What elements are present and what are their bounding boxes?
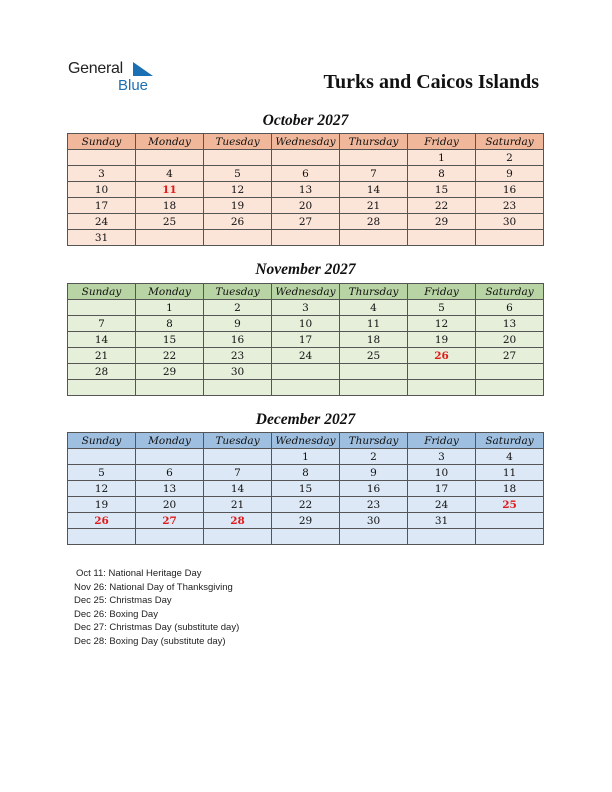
- weekday-header: Wednesday: [272, 134, 340, 150]
- day-cell: 16: [204, 332, 272, 348]
- day-cell: 14: [340, 182, 408, 198]
- weekday-header: Friday: [408, 134, 476, 150]
- day-cell: 1: [272, 449, 340, 465]
- empty-day-cell: [340, 529, 408, 545]
- day-cell: 27: [476, 348, 544, 364]
- day-cell: 13: [136, 481, 204, 497]
- day-cell: 25: [136, 214, 204, 230]
- day-cell: 19: [204, 198, 272, 214]
- day-cell: 26: [68, 513, 136, 529]
- day-cell: 13: [272, 182, 340, 198]
- empty-day-cell: [340, 380, 408, 396]
- day-cell: 23: [340, 497, 408, 513]
- day-cell: 20: [476, 332, 544, 348]
- week-row: [68, 300, 544, 316]
- month-title-november: November 2027: [255, 261, 356, 278]
- empty-day-cell: [476, 230, 544, 246]
- weekday-header: Sunday: [68, 134, 136, 150]
- day-cell: 31: [408, 513, 476, 529]
- day-cell: 7: [204, 465, 272, 481]
- empty-day-cell: [204, 529, 272, 545]
- day-cell: 12: [68, 481, 136, 497]
- weekday-header: Tuesday: [204, 433, 272, 449]
- empty-day-cell: [136, 529, 204, 545]
- week-row: [68, 166, 544, 182]
- day-cell: 10: [408, 465, 476, 481]
- day-cell: 3: [408, 449, 476, 465]
- day-cell: 15: [272, 481, 340, 497]
- holiday-note: Dec 25: Christmas Day: [74, 595, 172, 607]
- day-cell: 25: [476, 497, 544, 513]
- empty-day-cell: [68, 449, 136, 465]
- empty-day-cell: [136, 380, 204, 396]
- week-row: [68, 348, 544, 364]
- day-cell: 2: [340, 449, 408, 465]
- weekday-header-row: [68, 433, 544, 449]
- day-cell: 20: [272, 198, 340, 214]
- empty-day-cell: [272, 380, 340, 396]
- day-cell: 15: [408, 182, 476, 198]
- day-cell: 12: [408, 316, 476, 332]
- logo-text-general: General: [68, 60, 123, 77]
- day-cell: 24: [272, 348, 340, 364]
- day-cell: 5: [408, 300, 476, 316]
- week-row: [68, 529, 544, 545]
- day-cell: 23: [476, 198, 544, 214]
- weekday-header: Thursday: [340, 284, 408, 300]
- day-cell: 10: [272, 316, 340, 332]
- day-cell: 21: [340, 198, 408, 214]
- day-cell: 25: [340, 348, 408, 364]
- day-cell: 30: [204, 364, 272, 380]
- day-cell: 16: [340, 481, 408, 497]
- day-cell: 23: [204, 348, 272, 364]
- holiday-note: Dec 27: Christmas Day (substitute day): [74, 622, 240, 634]
- weekday-header: Friday: [408, 284, 476, 300]
- weekday-header: Sunday: [68, 433, 136, 449]
- day-cell: 16: [476, 182, 544, 198]
- logo: [68, 60, 168, 96]
- day-cell: 21: [204, 497, 272, 513]
- day-cell: 24: [408, 497, 476, 513]
- empty-day-cell: [136, 230, 204, 246]
- weekday-header-row: [68, 134, 544, 150]
- day-cell: 24: [68, 214, 136, 230]
- week-row: [68, 497, 544, 513]
- day-cell: 2: [204, 300, 272, 316]
- logo-text-blue: Blue: [118, 77, 149, 94]
- day-cell: 9: [476, 166, 544, 182]
- day-cell: 7: [68, 316, 136, 332]
- weekday-header: Tuesday: [204, 284, 272, 300]
- day-cell: 2: [476, 150, 544, 166]
- day-cell: 8: [136, 316, 204, 332]
- day-cell: 4: [136, 166, 204, 182]
- day-cell: 15: [136, 332, 204, 348]
- day-cell: 27: [272, 214, 340, 230]
- empty-day-cell: [136, 449, 204, 465]
- day-cell: 18: [476, 481, 544, 497]
- day-cell: 19: [68, 497, 136, 513]
- weekday-header: Wednesday: [272, 284, 340, 300]
- day-cell: 6: [136, 465, 204, 481]
- country-title: Turks and Caicos Islands: [323, 71, 539, 93]
- day-cell: 18: [136, 198, 204, 214]
- day-cell: 29: [408, 214, 476, 230]
- holiday-note: Nov 26: National Day of Thanksgiving: [74, 581, 233, 593]
- day-cell: 17: [408, 481, 476, 497]
- empty-day-cell: [272, 150, 340, 166]
- weekday-header: Sunday: [68, 284, 136, 300]
- day-cell: 29: [136, 364, 204, 380]
- week-row: [68, 364, 544, 380]
- day-cell: 10: [68, 182, 136, 198]
- empty-day-cell: [204, 230, 272, 246]
- day-cell: 22: [136, 348, 204, 364]
- week-row: [68, 182, 544, 198]
- month-title-october: October 2027: [262, 112, 349, 129]
- holiday-notes: [74, 567, 239, 649]
- week-row: [68, 198, 544, 214]
- day-cell: 29: [272, 513, 340, 529]
- month-title-december: December 2027: [255, 411, 356, 428]
- empty-day-cell: [408, 364, 476, 380]
- day-cell: 14: [204, 481, 272, 497]
- day-cell: 22: [408, 198, 476, 214]
- week-row: [68, 380, 544, 396]
- day-cell: 8: [272, 465, 340, 481]
- holiday-note: Oct 11: National Heritage Day: [76, 568, 202, 579]
- day-cell: 30: [476, 214, 544, 230]
- day-cell: 22: [272, 497, 340, 513]
- day-cell: 11: [136, 182, 204, 198]
- day-cell: 5: [204, 166, 272, 182]
- weekday-header: Saturday: [476, 284, 544, 300]
- day-cell: 27: [136, 513, 204, 529]
- day-cell: 13: [476, 316, 544, 332]
- logo-triangle-icon: [133, 62, 155, 76]
- week-row: [68, 316, 544, 332]
- empty-day-cell: [68, 150, 136, 166]
- empty-day-cell: [272, 230, 340, 246]
- day-cell: 18: [340, 332, 408, 348]
- weekday-header: Tuesday: [204, 134, 272, 150]
- day-cell: 17: [272, 332, 340, 348]
- calendar-october: [67, 133, 544, 246]
- week-row: [68, 150, 544, 166]
- weekday-header: Saturday: [476, 134, 544, 150]
- empty-day-cell: [204, 380, 272, 396]
- empty-day-cell: [272, 364, 340, 380]
- week-row: [68, 449, 544, 465]
- day-cell: 8: [408, 166, 476, 182]
- day-cell: 20: [136, 497, 204, 513]
- empty-day-cell: [136, 150, 204, 166]
- day-cell: 6: [476, 300, 544, 316]
- day-cell: 9: [340, 465, 408, 481]
- day-cell: 30: [340, 513, 408, 529]
- holiday-note: Dec 28: Boxing Day (substitute day): [74, 635, 226, 647]
- weekday-header: Monday: [136, 433, 204, 449]
- day-cell: 28: [340, 214, 408, 230]
- day-cell: 9: [204, 316, 272, 332]
- day-cell: 4: [340, 300, 408, 316]
- empty-day-cell: [476, 513, 544, 529]
- calendar-december: [67, 432, 544, 545]
- empty-day-cell: [340, 230, 408, 246]
- weekday-header: Thursday: [340, 433, 408, 449]
- day-cell: 6: [272, 166, 340, 182]
- week-row: [68, 230, 544, 246]
- empty-day-cell: [476, 364, 544, 380]
- day-cell: 3: [272, 300, 340, 316]
- holiday-note: Dec 26: Boxing Day: [74, 608, 158, 620]
- empty-day-cell: [272, 529, 340, 545]
- weekday-header: Monday: [136, 284, 204, 300]
- empty-day-cell: [204, 150, 272, 166]
- empty-day-cell: [408, 380, 476, 396]
- empty-day-cell: [476, 380, 544, 396]
- day-cell: 11: [340, 316, 408, 332]
- weekday-header: Monday: [136, 134, 204, 150]
- day-cell: 19: [408, 332, 476, 348]
- weekday-header: Thursday: [340, 134, 408, 150]
- day-cell: 4: [476, 449, 544, 465]
- day-cell: 14: [68, 332, 136, 348]
- day-cell: 3: [68, 166, 136, 182]
- empty-day-cell: [204, 449, 272, 465]
- week-row: [68, 465, 544, 481]
- day-cell: 1: [408, 150, 476, 166]
- day-cell: 7: [340, 166, 408, 182]
- week-row: [68, 481, 544, 497]
- week-row: [68, 332, 544, 348]
- day-cell: 31: [68, 230, 136, 246]
- empty-day-cell: [340, 150, 408, 166]
- day-cell: 26: [204, 214, 272, 230]
- day-cell: 17: [68, 198, 136, 214]
- day-cell: 26: [408, 348, 476, 364]
- empty-day-cell: [476, 529, 544, 545]
- empty-day-cell: [68, 529, 136, 545]
- empty-day-cell: [408, 529, 476, 545]
- weekday-header: Saturday: [476, 433, 544, 449]
- weekday-header: Friday: [408, 433, 476, 449]
- weekday-header: Wednesday: [272, 433, 340, 449]
- empty-day-cell: [68, 300, 136, 316]
- day-cell: 12: [204, 182, 272, 198]
- day-cell: 28: [204, 513, 272, 529]
- day-cell: 1: [136, 300, 204, 316]
- day-cell: 21: [68, 348, 136, 364]
- calendar-november: [67, 283, 544, 396]
- day-cell: 11: [476, 465, 544, 481]
- day-cell: 5: [68, 465, 136, 481]
- week-row: [68, 513, 544, 529]
- week-row: [68, 214, 544, 230]
- weekday-header-row: [68, 284, 544, 300]
- empty-day-cell: [408, 230, 476, 246]
- empty-day-cell: [68, 380, 136, 396]
- empty-day-cell: [340, 364, 408, 380]
- day-cell: 28: [68, 364, 136, 380]
